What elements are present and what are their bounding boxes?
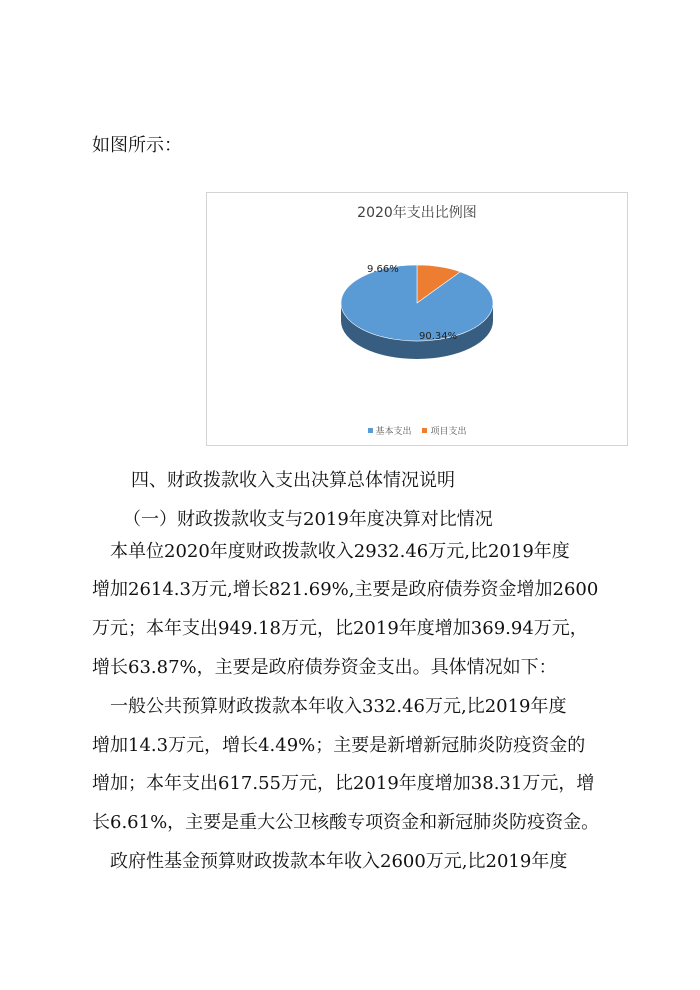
slice-label-basic: 90.34% (419, 331, 458, 342)
paragraph-line: 万元；本年支出949.18万元，比2019年度增加369.94万元， (92, 618, 588, 639)
paragraph-line: 本单位2020年度财政拨款收入2932.46万元,比2019年度 (92, 541, 570, 562)
pie-chart (206, 192, 628, 446)
paragraph-line: 一般公共预算财政拨款本年收入332.46万元,比2019年度 (92, 696, 567, 717)
legend-swatch-basic (368, 428, 373, 433)
paragraph-line: 增长63.87%，主要是政府债券资金支出。具体情况如下： (92, 657, 557, 678)
chart-legend (207, 424, 627, 437)
slice-label-project: 9.66% (367, 264, 399, 275)
pie-slice-basic (341, 265, 493, 341)
paragraph-line: 增加14.3万元，增长4.49%；主要是新增新冠肺炎防疫资金的 (92, 735, 586, 756)
paragraph-line: 增加；本年支出617.55万元，比2019年度增加38.31万元，增 (92, 773, 595, 794)
paragraph-line: 增加2614.3万元,增长821.69%,主要是政府债券资金增加2600 (92, 579, 599, 600)
paragraph-line: 长6.61%，主要是重大公卫核酸专项资金和新冠肺炎防疫资金。 (92, 812, 600, 833)
section-heading: 四、财政拨款收入支出决算总体情况说明 (131, 470, 455, 491)
legend-item-project (422, 427, 466, 437)
legend-label-project: 项目支出 (430, 427, 467, 437)
paragraph-line: 政府性基金预算财政拨款本年收入2600万元,比2019年度 (92, 851, 568, 872)
chart-title: 2020年支出比例图 (357, 205, 477, 221)
legend-swatch-project (422, 428, 427, 433)
legend-item-basic (368, 427, 412, 437)
section-subheading: （一）财政拨款收支与2019年度决算对比情况 (123, 509, 493, 530)
pie-chart-svg (207, 193, 627, 445)
intro-text: 如图所示： (92, 135, 182, 156)
legend-label-basic: 基本支出 (375, 427, 412, 437)
